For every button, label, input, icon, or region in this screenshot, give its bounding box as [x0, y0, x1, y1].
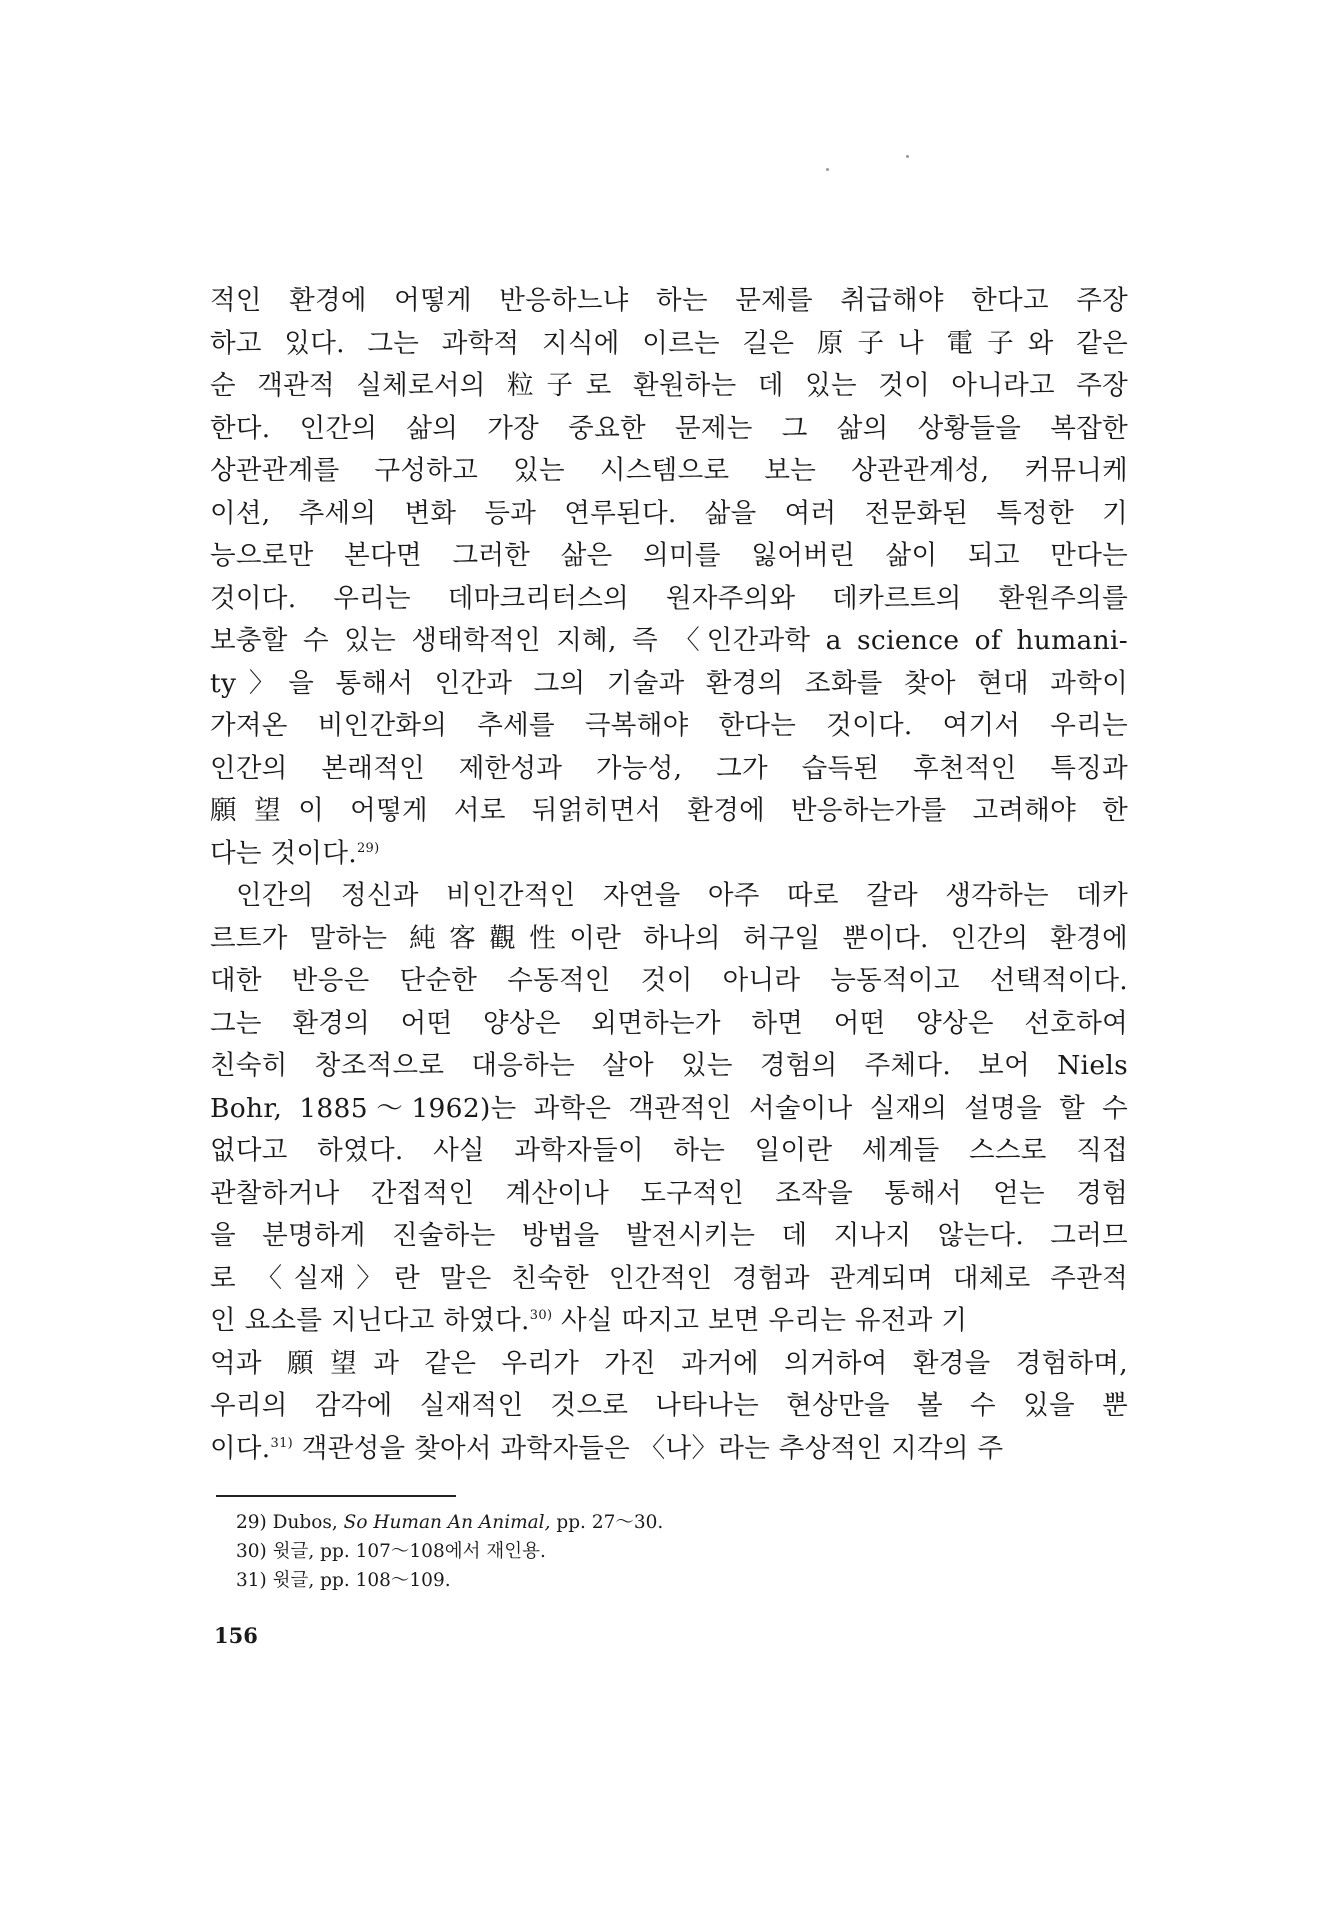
speck — [826, 168, 829, 171]
footnote-label: 30) — [236, 1541, 267, 1562]
footnote-author: Dubos, — [272, 1512, 338, 1533]
footnote-31 — [236, 1566, 1116, 1595]
text-span: 사실 따지고 보면 우리는 유전과 기 — [561, 1305, 968, 1336]
text-line: 을 분명하게 진술하는 방법을 발전시키는 데 지나지 않는다. 그러므 — [210, 1220, 1128, 1251]
text-span: 이다. — [210, 1432, 271, 1464]
footnote-divider — [216, 1495, 456, 1497]
text-line: 대한 반응은 단순한 수동적인 것이 아니라 능동적이고 선택적이다. — [210, 965, 1128, 996]
footnote-ref: 29) — [356, 840, 380, 856]
text-line: 능으로만 본다면 그러한 삶은 의미를 잃어버린 삶이 되고 만다는 — [210, 540, 1128, 571]
text-line: 르트가 말하는 純客觀性이란 하나의 허구일 뿐이다. 인간의 환경에 — [210, 922, 1128, 954]
text-line — [210, 833, 1128, 876]
text-line — [210, 1300, 1128, 1343]
text-line: 로 〈실재〉란 말은 친숙한 인간적인 경험과 관계되며 대체로 주관적 — [210, 1262, 1128, 1294]
text-line: 한다. 인간의 삶의 가장 중요한 문제는 그 삶의 상황들을 복잡한 — [210, 412, 1128, 444]
text-line: 것이다. 우리는 데마크리터스의 원자주의와 데카르트의 환원주의를 — [210, 582, 1128, 614]
footnote-30 — [236, 1537, 1116, 1566]
footnote-book-title: So Human An Animal, — [343, 1512, 551, 1533]
footnote-29 — [236, 1508, 1116, 1537]
text-line: 이션, 추세의 변화 등과 연루된다. 삶을 여러 전문화된 특정한 기 — [210, 497, 1128, 529]
text-line: 친숙히 창조적으로 대응하는 살아 있는 경험의 주체다. 보어 Niels — [210, 1050, 1128, 1081]
footnote-pages: pp. 27～30. — [556, 1512, 664, 1533]
footnote-label: 31) — [236, 1570, 267, 1591]
footnote-label: 29) — [236, 1512, 267, 1533]
text-line: 그는 환경의 어떤 양상은 외면하는가 하면 어떤 양상은 선호하여 — [210, 1007, 1128, 1039]
text-span: 다는 것이다. — [210, 837, 357, 869]
text-line: 願望이 어떻게 서로 뒤얽히면서 환경에 반응하는가를 고려해야 한 — [210, 795, 1128, 826]
text-line: 가져온 비인간화의 추세를 극복해야 한다는 것이다. 여기서 우리는 — [210, 710, 1128, 741]
text-line: 하고 있다. 그는 과학적 지식에 이르는 길은 原子나 電子와 같은 — [210, 327, 1128, 359]
text-line: 없다고 하였다. 사실 과학자들이 하는 일이란 세계들 스스로 직접 — [210, 1135, 1128, 1166]
footnotes — [236, 1508, 1116, 1595]
text-line: 관찰하거나 간접적인 계산이나 도구적인 조작을 통해서 얻는 경험 — [210, 1177, 1128, 1209]
text-line: 억과 願望과 같은 우리가 가진 과거에 의거하여 환경을 경험하며, — [210, 1347, 1128, 1379]
paragraph-start-line: 인간의 정신과 비인간적인 자연을 아주 따로 갈라 생각하는 데카 — [236, 880, 1128, 911]
text-span: 객관성을 찾아서 과학자들은 〈나〉라는 추상적인 지각의 주 — [301, 1432, 1004, 1464]
footnote-ref: 30) — [529, 1308, 553, 1324]
text-line: 적인 환경에 어떻게 반응하느냐 하는 문제를 취급해야 한다고 주장 — [210, 285, 1128, 316]
footnote-text: 윗글, pp. 108～109. — [272, 1570, 451, 1591]
text-span: 인 요소를 지닌다고 하였다. — [210, 1305, 530, 1336]
footnote-text: 윗글, pp. 107～108에서 재인용. — [272, 1541, 546, 1562]
text-line — [210, 1428, 1128, 1471]
text-line: 상관관계를 구성하고 있는 시스템으로 보는 상관관계성, 커뮤니케 — [210, 455, 1128, 486]
text-line: Bohr, 1885～1962)는 과학은 객관적인 서술이나 실재의 설명을 할 수 — [210, 1092, 1128, 1124]
page-number: 156 — [214, 1623, 258, 1648]
text-line: 보충할 수 있는 생태학적인 지혜, 즉 〈인간과학 a science of humani- — [210, 625, 1128, 656]
text-line: ty〉을 통해서 인간과 그의 기술과 환경의 조화를 찾아 현대 과학이 — [210, 667, 1128, 699]
text-line: 우리의 감각에 실재적인 것으로 나타나는 현상만을 볼 수 있을 뿐 — [210, 1390, 1128, 1421]
text-line: 순 객관적 실체로서의 粒子로 환원하는 데 있는 것이 아니라고 주장 — [210, 370, 1128, 401]
text-line: 인간의 본래적인 제한성과 가능성, 그가 습득된 후천적인 특징과 — [210, 752, 1128, 784]
speck — [906, 155, 909, 158]
body-text — [210, 280, 1128, 1470]
footnote-ref: 31) — [270, 1435, 294, 1451]
